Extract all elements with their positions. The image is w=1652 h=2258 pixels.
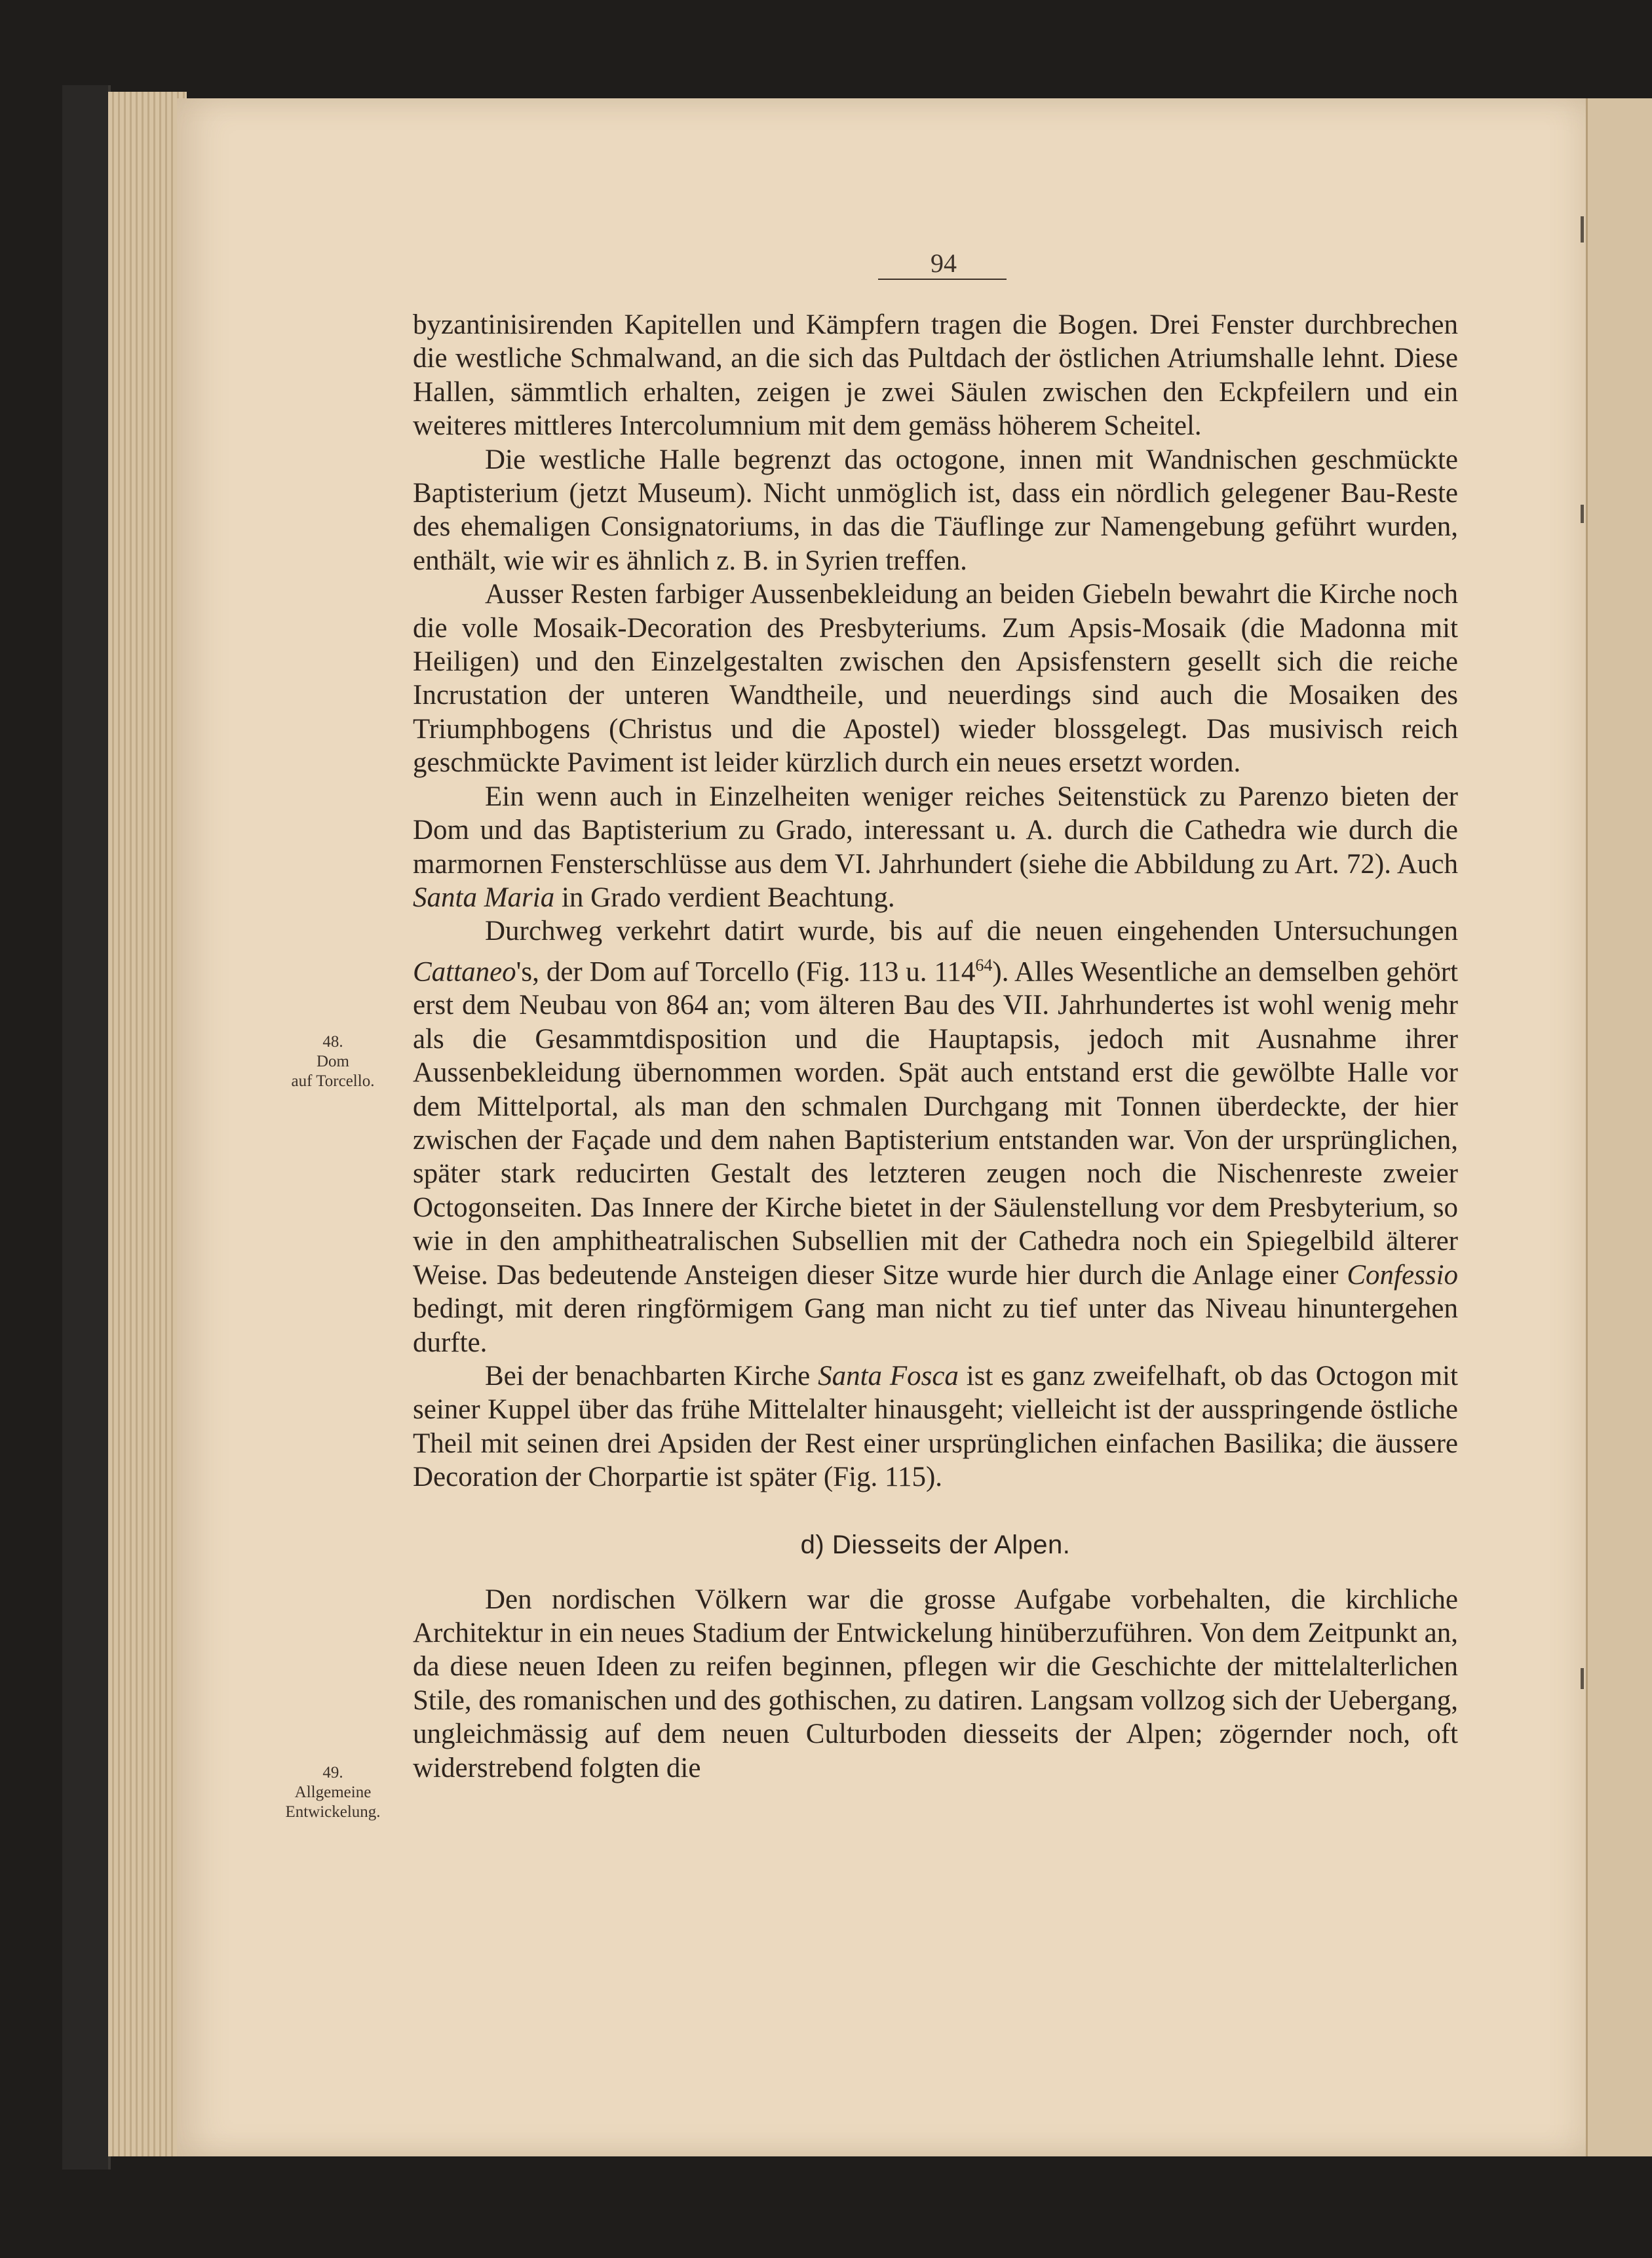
- text-run: bedingt, mit deren ringförmigem Gang man nicht zu tief unter das Niveau hinuntergehen durfte.: [413, 1293, 1458, 1358]
- page-number-rule: [878, 279, 1007, 280]
- page-marker: [1581, 216, 1584, 243]
- margin-note-number: 48.: [322, 1033, 343, 1051]
- paragraph: Die westliche Halle begrenzt das octogone, innen mit Wandnischen geschmückte Baptisterium (jetzt Museum). Nicht unmöglich ist, dass ein nördlich gelegener Bau-Reste des ehemaligen Consignatoriums, in das die Täuflinge zur Namengebung geführt wurden, enthält, wie wir es ähnlich z. B. in Syrien treffen.: [413, 444, 1458, 576]
- italic-name: Confessio: [1347, 1259, 1458, 1291]
- italic-name: Santa Fosca: [818, 1360, 959, 1392]
- main-text: [413, 308, 1458, 1785]
- paragraph: [413, 914, 1458, 1359]
- paragraph: Den nordischen Völkern war die grosse Aufgabe vorbehalten, die kirchliche Architektur in ein neues Stadium der Entwickelung hinüberzuführen. Von dem Zeitpunkt an, da diese neuen Ideen zu reifen beginnen, pflegen wir die Geschichte der mittelalterlichen Stile, des romanischen und des gothischen, zu datiren. Langsam vollzog sich der Uebergang, ungleichmässig auf dem neuen Culturboden diesseits der Alpen; zögernder noch, oft widerstrebend folgten die: [413, 1584, 1458, 1783]
- margin-note-line: Dom: [317, 1053, 349, 1070]
- book-cover-spine: [62, 85, 111, 2170]
- footnote-ref: 64: [975, 955, 993, 975]
- italic-name: Santa Maria: [413, 882, 555, 913]
- paragraph: byzantinisirenden Kapitellen und Kämpfern tragen die Bogen. Drei Fenster durchbrechen die westliche Schmalwand, an die sich das Pultdach der östlichen Atriumshalle lehnt. Diese Hallen, sämmtlich erhalten, zeigen je zwei Säulen zwischen den Eckpfeilern und ein weiteres mittleres Intercolumnium mit dem gemäss höherem Scheitel.: [413, 309, 1458, 442]
- text-run: ). Alles Wesentliche an demselben gehört erst dem Neubau von 864 an; vom älteren Bau des VII. Jahrhundertes ist wohl wenig mehr als die Gesammtdisposition und die Hauptapsis, jedoch mit Ausnahme ihrer Aussenbekleidung übernommen worden. Spät auch entstand erst die gewölbte Halle vor dem Mittelportal, als man den schmalen Durchgang mit Tonnen überdeckte, der hier zwischen der Façade und dem nahen Baptisterium entstanden war. Von der ursprünglichen, später stark reducirten Gestalt des letzteren zeugen noch die Nischenreste zweier Octogonseiten. Das Innere der Kirche bietet in der Säulenstellung vor dem Presbyterium, so wie in den amphitheatralischen Subsellien mit der Cathedra noch ein Spiegelbild älterer Weise. Das bedeutende Ansteigen dieser Sitze wurde hier durch die Anlage einer: [413, 956, 1458, 1291]
- text-run: in Grado verdient Beachtung.: [554, 882, 895, 913]
- margin-note-48: [274, 1032, 392, 1091]
- margin-note-49: [274, 1763, 392, 1822]
- italic-name: Cattaneo: [413, 956, 516, 988]
- paragraph: [413, 1359, 1458, 1494]
- page-marker: [1581, 505, 1584, 523]
- page-marker: [1581, 1668, 1584, 1689]
- section-heading: d) Diesseits der Alpen.: [800, 1530, 1071, 1559]
- text-run: Durchweg verkehrt datirt wurde, bis auf die neuen eingehenden Untersuchungen: [485, 916, 1458, 947]
- text-run: Bei der benachbarten Kirche: [485, 1360, 818, 1392]
- margin-note-number: 49.: [322, 1764, 343, 1781]
- text-run: Ein wenn auch in Einzelheiten weniger reiches Seitenstück zu Parenzo bieten der Dom und das Baptisterium zu Grado, interessant u. A. durch die Cathedra wie durch die marmornen Fensterschlüsse aus dem VI. Jahrhundert (siehe die Abbildung zu Art. 72). Auch: [413, 781, 1458, 880]
- page-edges: [108, 92, 187, 2156]
- text-run: ist es ganz zweifelhaft, ob das Octogon mit seiner Kuppel über das frühe Mittelalter hinausgeht; vielleicht ist der ausspringende östliche Theil mit seinen drei Apsiden der Rest einer ursprünglichen einfachen Basilika; die äussere Decoration der Chorpartie ist später (Fig. 115).: [413, 1360, 1458, 1493]
- page-number: 94: [931, 248, 957, 278]
- paragraph: [413, 780, 1458, 915]
- margin-note-line: Entwickelung.: [285, 1803, 381, 1821]
- margin-note-line: Allgemeine: [294, 1783, 372, 1801]
- paragraph: Ausser Resten farbiger Aussenbekleidung an beiden Giebeln bewahrt die Kirche noch die volle Mosaik-Decoration des Presbyteriums. Zum Apsis-Mosaik (die Madonna mit Heiligen) und den Einzelgestalten zwischen den Apsisfenstern gesellt sich die reiche Incrustation der unteren Wandtheile, und neuerdings sind auch die Mosaiken des Triumphbogens (Christus und die Apostel) wieder blossgelegt. Das musivisch reich geschmückte Paviment ist leider kürzlich durch ein neues ersetzt worden.: [413, 579, 1458, 779]
- text-run: 's, der Dom auf Torcello (Fig. 113 u. 114: [516, 956, 976, 988]
- facing-page-edge: [1586, 98, 1652, 2156]
- margin-note-line: auf Torcello.: [291, 1072, 375, 1090]
